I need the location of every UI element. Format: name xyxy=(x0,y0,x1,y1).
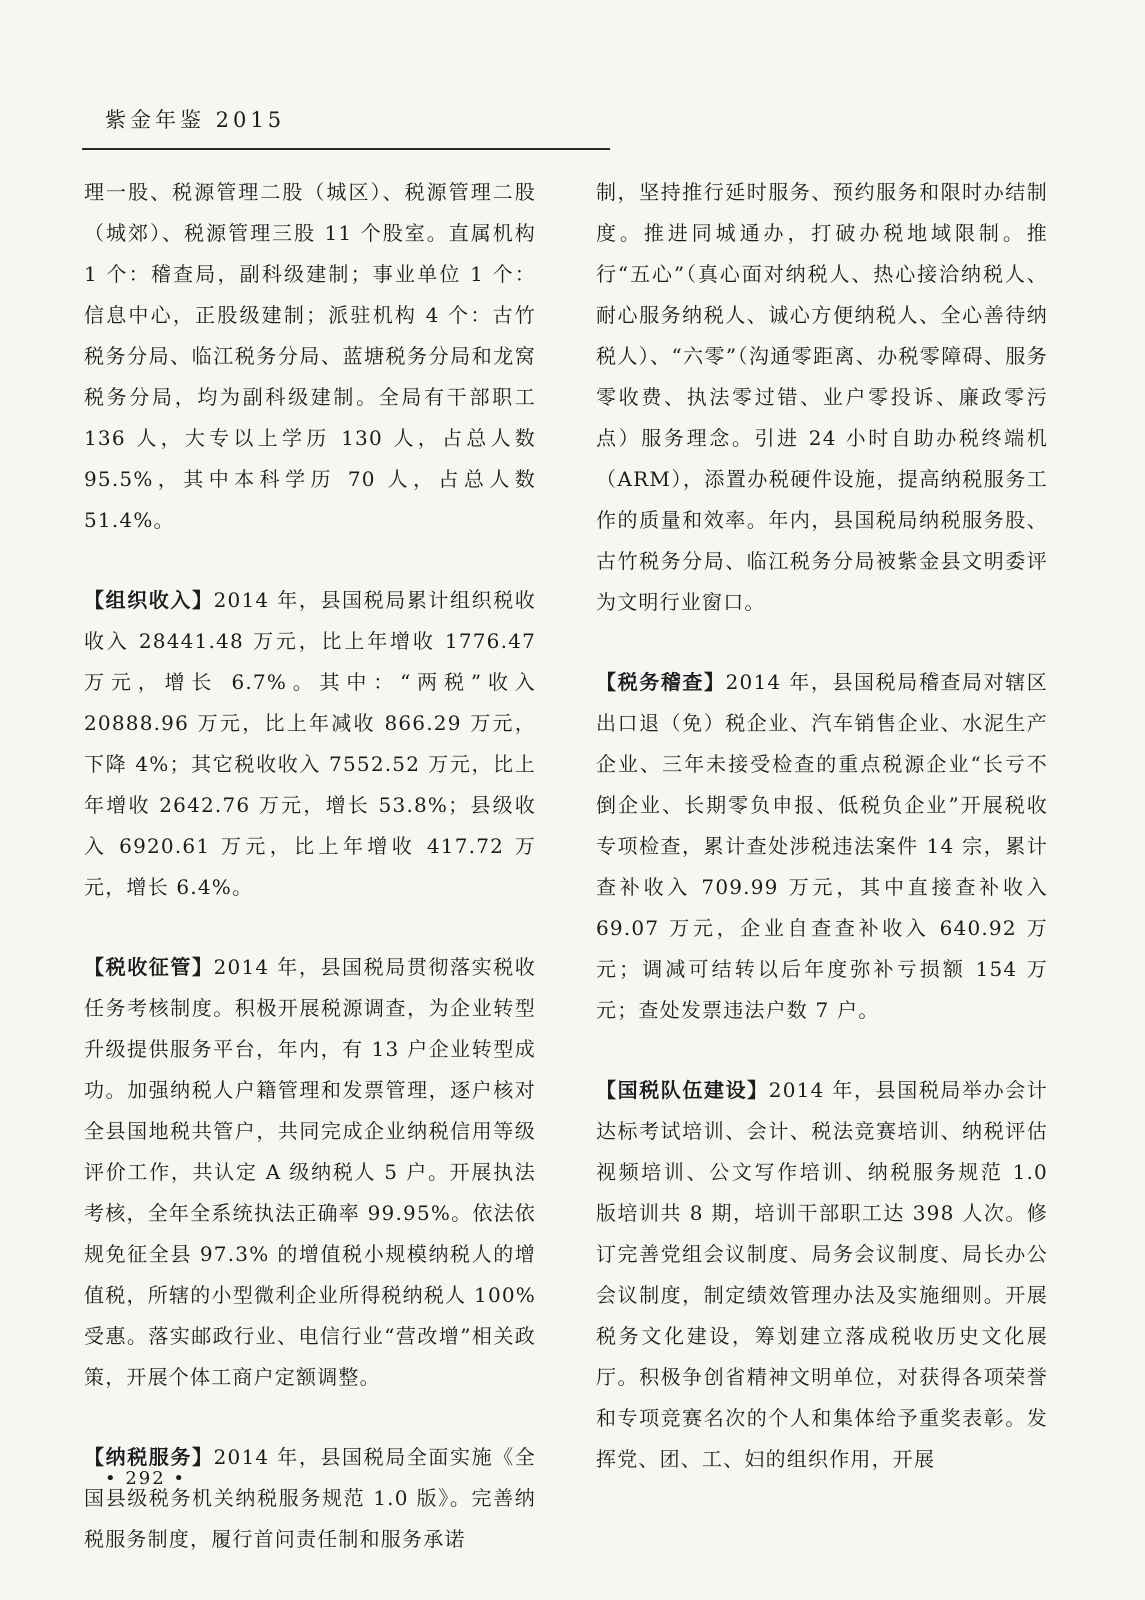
section-tag: 【国税队伍建设】 xyxy=(596,1078,769,1102)
running-header: 紫金年鉴 2015 xyxy=(105,108,286,132)
paragraph-text: 2014 年，县国税局贯彻落实税收任务考核制度。积极开展税源调查，为企业转型升级提供服务平台，年内，有 13 户企业转型成功。加强纳税人户籍管理和发票管理，逐户核对全县国地税共管户，共同完成企业纳税信用等级评价工作，共认定 A 级纳税人 5 户。开展执法考核，全年全系统执法正确率 99.95%。依法依规免征全县 97.3% 的增值税小规模纳税人的增值税，所辖的小型微利企业所得税纳税人 100% 受惠。落实邮政行业、电信行业“营改增”相关政策，开展个体工商户定额调整。 xyxy=(84,955,537,1389)
paragraph-staffing xyxy=(84,172,536,541)
section-tag: 【税收征管】 xyxy=(84,955,214,979)
section-tag: 【税务稽查】 xyxy=(596,670,726,694)
right-column xyxy=(596,172,1048,1480)
header-rule xyxy=(82,148,610,150)
section-tag: 【组织收入】 xyxy=(84,588,214,612)
paragraph-text: 2014 年，县国税局全面实施《全国县级税务机关纳税服务规范 1.0 版》。完善纳税服务制度，履行首问责任制和服务承诺 xyxy=(84,1445,537,1551)
paragraph-team-building xyxy=(596,1070,1048,1480)
left-column xyxy=(84,172,536,1560)
section-tag: 【纳税服务】 xyxy=(84,1445,214,1469)
paragraph-collection xyxy=(84,947,536,1398)
page-number: • 292 • xyxy=(105,1468,187,1489)
paragraph-revenue xyxy=(84,580,536,908)
paragraph-text: 2014 年，县国税局稽查局对辖区出口退（免）税企业、汽车销售企业、水泥生产企业、三年未接受检查的重点税源企业“长亏不倒企业、长期零负申报、低税负企业”开展税收专项检查，累计查处涉税违法案件 14 宗，累计查补收入 709.99 万元，其中直接查补收入 69.07 万元，企业自查查补收入 640.92 万元；调减可结转以后年度弥补亏损额 154 万元；查处发票违法户数 7 户。 xyxy=(596,670,1049,1022)
paragraph-service-cont xyxy=(596,172,1048,623)
paragraph-inspection xyxy=(596,662,1048,1031)
paragraph-text: 2014 年，县国税局累计组织税收收入 28441.48 万元，比上年增收 1776.47 万元，增长 6.7%。其中：“两税”收入 20888.96 万元，比上年减收 866.29 万元，下降 4%；其它税收收入 7552.52 万元，比上年增收 2642.76 万元，增长 53.8%；县级收入 6920.61 万元，比上年增收 417.72 万元，增长 6.4%。 xyxy=(84,588,537,899)
paragraph-service xyxy=(84,1437,536,1560)
paragraph-text: 制，坚持推行延时服务、预约服务和限时办结制度。推进同城通办，打破办税地域限制。推行“五心”（真心面对纳税人、热心接洽纳税人、耐心服务纳税人、诚心方便纳税人、全心善待纳税人）、“六零”（沟通零距离、办税零障碍、服务零收费、执法零过错、业户零投诉、廉政零污点）服务理念。引进 24 小时自助办税终端机（ARM），添置办税硬件设施，提高纳税服务工作的质量和效率。年内，县国税局纳税服务股、古竹税务分局、临江税务分局被紫金县文明委评为文明行业窗口。 xyxy=(596,180,1048,614)
paragraph-text: 理一股、税源管理二股（城区）、税源管理二股（城郊）、税源管理三股 11 个股室。直属机构 1 个：稽查局，副科级建制；事业单位 1 个：信息中心，正股级建制；派驻机构 4 个：古竹税务分局、临江税务分局、蓝塘税务分局和龙窝税务分局，均为副科级建制。全局有干部职工 136 人，大专以上学历 130 人，占总人数 95.5%，其中本科学历 70 人，占总人数 51.4%。 xyxy=(84,180,536,532)
paragraph-text: 2014 年，县国税局举办会计达标考试培训、会计、税法竞赛培训、纳税评估视频培训、公文写作培训、纳税服务规范 1.0 版培训共 8 期，培训干部职工达 398 人次。修订完善党组会议制度、局务会议制度、局长办公会议制度，制定绩效管理办法及实施细则。开展税务文化建设，筹划建立落成税收历史文化展厅。积极争创省精神文明单位，对获得各项荣誉和专项竞赛名次的个人和集体给予重奖表彰。发挥党、团、工、妇的组织作用，开展 xyxy=(596,1078,1048,1471)
